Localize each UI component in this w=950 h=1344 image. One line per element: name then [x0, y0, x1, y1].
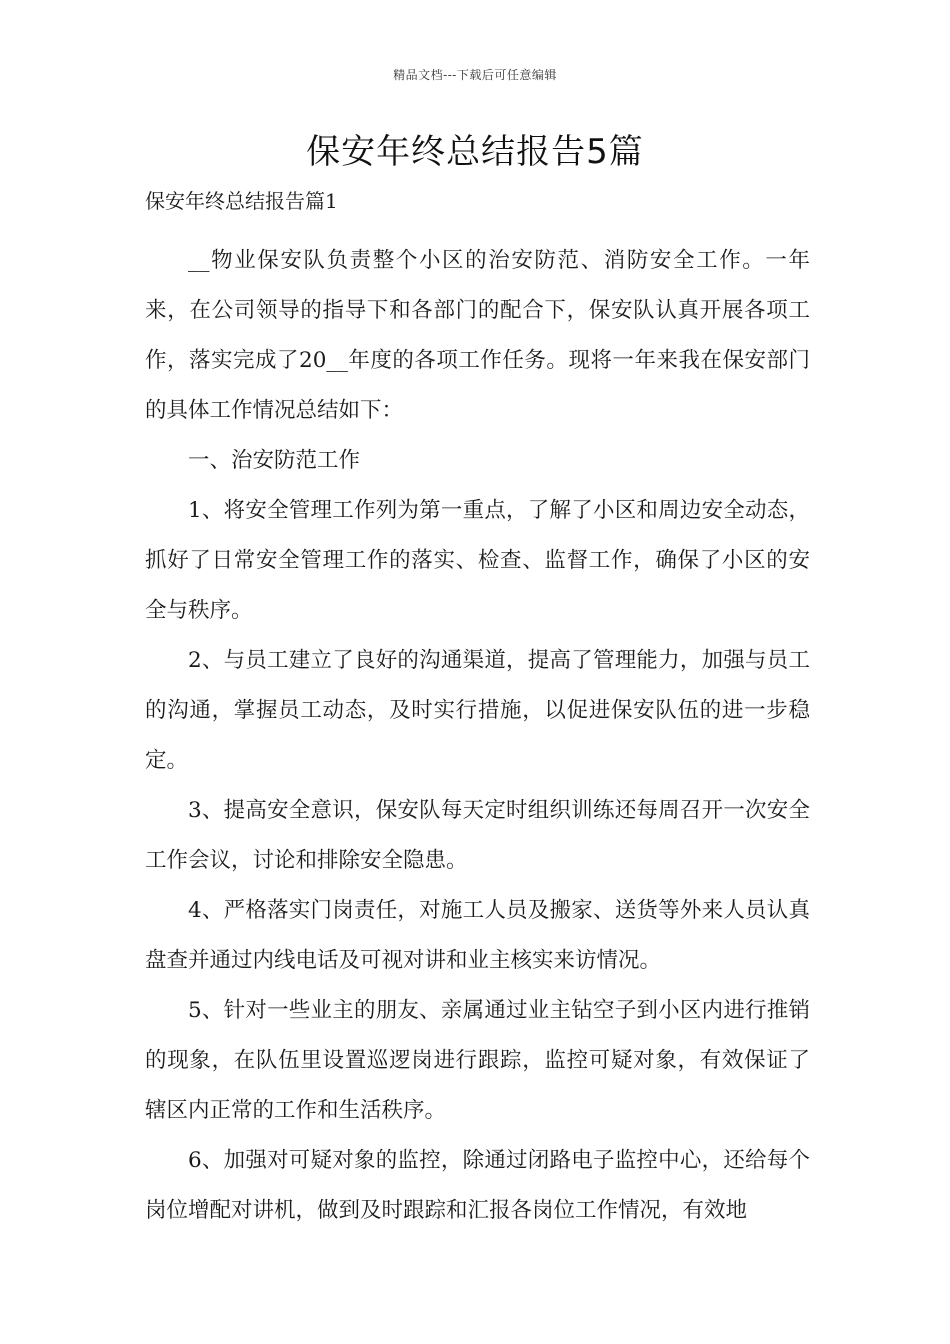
section-subtitle: 保安年终总结报告篇1 [145, 189, 338, 213]
paragraph-item-4: 4、严格落实门岗责任，对施工人员及搬家、送货等外来人员认真盘查并通过内线电话及可视对讲和业主核实来访情况。 [145, 898, 810, 973]
paragraph-item-6: 6、加强对可疑对象的监控，除通过闭路电子监控中心，还给每个岗位增配对讲机，做到及时跟踪和汇报各岗位工作情况，有效地 [145, 1148, 810, 1223]
paragraph-item-3: 3、提高安全意识，保安队每天定时组织训练还每周召开一次安全工作会议，讨论和排除安全隐患。 [145, 798, 810, 873]
body-text [145, 236, 810, 1236]
header-note: 精品文档---下载后可任意编辑 [393, 68, 557, 82]
document-title: 保安年终总结报告5篇 [306, 132, 644, 172]
section-heading-security: 一、治安防范工作 [188, 448, 361, 473]
paragraph-item-1: 1、将安全管理工作列为第一重点，了解了小区和周边安全动态，抓好了日常安全管理工作的落实、检查、监督工作，确保了小区的安全与秩序。 [145, 498, 810, 623]
paragraph-item-2: 2、与员工建立了良好的沟通渠道，提高了管理能力，加强与员工的沟通，掌握员工动态，及时实行措施，以促进保安队伍的进一步稳定。 [145, 648, 810, 773]
paragraph-item-5: 5、针对一些业主的朋友、亲属通过业主钻空子到小区内进行推销的现象，在队伍里设置巡逻岗进行跟踪，监控可疑对象，有效保证了辖区内正常的工作和生活秩序。 [145, 998, 810, 1123]
paragraph-intro: __物业保安队负责整个小区的治安防范、消防安全工作。一年来，在公司领导的指导下和各部门的配合下，保安队认真开展各项工作，落实完成了20__年度的各项工作任务。现将一年来我在保安部门的具体工作情况总结如下： [145, 248, 810, 423]
